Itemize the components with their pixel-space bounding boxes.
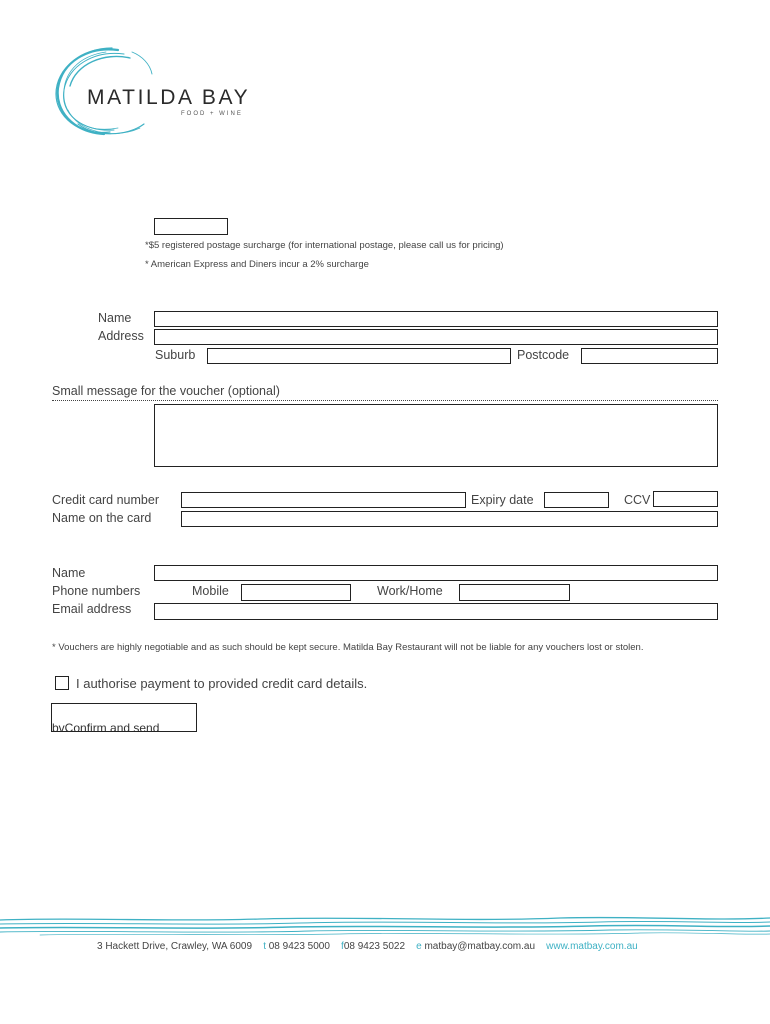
recipient-address-field[interactable] [154,329,718,345]
expiry-field[interactable] [544,492,609,508]
postcode-field[interactable] [581,348,718,364]
message-textarea[interactable] [154,404,718,467]
name-on-card-label: Name on the card [52,511,152,525]
email-label: Email address [52,602,132,616]
authorise-label: I authorise payment to provided credit card details. [76,676,368,691]
amex-note: * American Express and Diners incur a 2% surcharge [145,259,369,270]
postage-note: *$5 registered postage surcharge (for international postage, please call us for pricing) [145,240,504,251]
message-divider [52,400,718,401]
disclaimer-text: * Vouchers are highly negotiable and as such should be kept secure. Matilda Bay Restaurant will not be liable for any vouchers lost or stolen. [52,642,644,653]
footer-contact [97,941,638,952]
footer-f-prefix: f [341,941,344,952]
expiry-label: Expiry date [471,493,534,507]
footer-wave-decoration [0,910,770,938]
contact-name-field[interactable] [154,565,718,581]
email-field[interactable] [154,603,718,620]
ccv-field[interactable] [653,491,718,507]
footer-fax: 08 9423 5022 [343,941,405,952]
work-field[interactable] [459,584,570,601]
card-number-label: Credit card number [52,493,159,507]
footer-phone: 08 9423 5000 [268,941,330,952]
suburb-field[interactable] [207,348,511,364]
recipient-address-label: Address [98,329,144,343]
recipient-name-label: Name [98,311,132,325]
phone-label: Phone numbers [52,584,141,598]
ccv-label: CCV [624,493,651,507]
name-on-card-field[interactable] [181,511,718,527]
recipient-name-field[interactable] [154,311,718,327]
contact-name-label: Name [52,566,86,580]
footer-website[interactable]: www.matbay.com.au [546,941,638,952]
mobile-field[interactable] [241,584,351,601]
footer-t-prefix: t [263,941,266,952]
confirm-send-label: bvConfirm and send [52,721,160,732]
mobile-label: Mobile [192,584,229,598]
work-label: Work/Home [377,584,443,598]
voucher-amount-field[interactable] [154,218,228,235]
footer-e-prefix: e [416,941,422,952]
footer-address: 3 Hackett Drive, Crawley, WA 6009 [97,941,253,952]
confirm-send-button[interactable] [51,703,197,732]
logo-subtitle: FOOD + WINE [181,111,243,117]
postcode-label: Postcode [517,348,570,362]
message-label: Small message for the voucher (optional) [52,384,280,398]
footer-email[interactable]: matbay@matbay.com.au [424,941,536,952]
logo-title: MATILDA BAY [87,86,251,109]
card-number-field[interactable] [181,492,466,508]
authorise-checkbox[interactable] [55,676,69,690]
suburb-label: Suburb [155,348,196,362]
